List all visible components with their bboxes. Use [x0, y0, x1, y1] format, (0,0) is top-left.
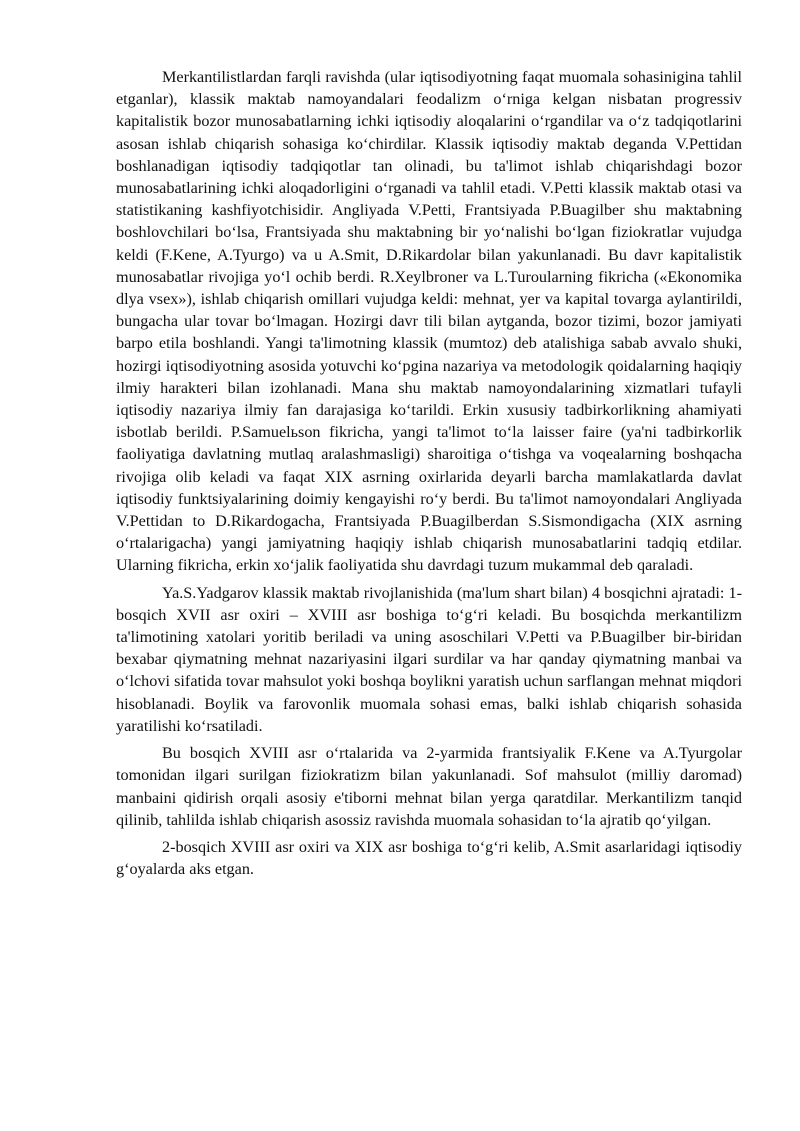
paragraph-3: Bu bosqich XVIII asr o‘rtalarida va 2-yarmida frantsiyalik F.Kene va A.Tyurgolar tomonidan ilgari surilgan fiziokratizm bilan yakunlanadi. Sof mahsulot (milliy daromad) manbaini qidirish orqali asosiy e'tiborni mehnat bilan yerga qaratdilar. Merkantilizm tanqid qilinib, tahlilda ishlab chiqarish asossiz ravishda muomala sohasidan to‘la ajratib qo‘yilgan.: [116, 744, 742, 829]
paragraph-2: Ya.S.Yadgarov klassik maktab rivojlanishida (ma'lum shart bilan) 4 bosqichni ajratadi: 1-bosqich XVII asr oxiri – XVIII asr boshiga to‘g‘ri keladi. Bu bosqichda merkantilizm ta'limotining xatolari yoritib beriladi va uning asoschilari V.Petti va P.Buagilber bir-biridan bexabar qiymatning mehnat nazariyasini ilgari surdilar va har qanday qiymatning manbai va o‘lchovi sifatida tovar mahsulot yoki boshqa boylikni yaratish uchun sarflangan mehnat miqdori hisoblanadi. Boylik va farovonlik muomala sohasi emas, balki ishlab chiqarish sohasida yaratilishi ko‘rsatiladi.: [116, 583, 742, 735]
paragraph-1: Merkantilistlardan farqli ravishda (ular iqtisodiyotning faqat muomala sohasinigina tahlil etganlar), klassik maktab namoyandalari feodalizm o‘rniga kelgan nisbatan progressiv kapitalistik bozor munosabatlarning ichki iqtisodiy aloqalarini o‘rgandilar va o‘z tadqiqotlarini asosan ishlab chiqarish sohasiga ko‘chirdilar. Klassik iqtisodiy maktab deganda V.Pettidan boshlanadigan iqtisodiy tadqiqotlar tan olinadi, bu ta'limot ishlab chiqarishdagi bozor munosabatlarining ichki aloqadorligini o‘rganadi va tahlil etadi. V.Petti klassik maktab otasi va statistikaning kashfiyotchisidir. Angliyada V.Petti, Frantsiyada P.Buagilber shu maktabning boshlovchilari bo‘lsa, Frantsiyada shu maktabning bir yo‘nalishi bo‘lgan fiziokratlar vujudga keldi (F.Kene, A.Tyurgo) va u A.Smit, D.Rikardolar bilan yakunlanadi. Bu davr kapitalistik munosabatlar rivojiga yo‘l ochib berdi. R.Xeylbroner va L.Turoularning fikricha («Ekonomika dlya vsex»), ishlab chiqarish omillari vujudga keldi: mehnat, yer va kapital tovarga aylantirildi, bungacha ular tovar bo‘lmagan. Hozirgi davr tili bilan aytganda, bozor tizimi, bozor jamiyati barpo etila boshlandi. Yangi ta'limotning klassik (mumtoz) deb atalishiga sabab avvalo shuki, hozirgi iqtisodiyotning asosida yotuvchi ko‘pgina nazariya va metodologik qoidalarning haqiqiy ilmiy harakteri bilan izohlanadi. Mana shu maktab namoyondalarining xizmatlari tufayli iqtisodiy nazariya ilmiy fan darajasiga ko‘tarildi. Erkin xususiy tadbirkorlikning ahamiyati isbotlab berildi. P.Samuelьson fikricha, yangi ta'limot to‘la laisser faire (ya'ni tadbirkorlik faoliyatiga davlatning mutlaq aralashmasligi) sharoitiga o‘tishga va voqealarning boshqacha rivojiga olib keladi va faqat XIX asrning oxirlarida deyarli barcha mamlakatlarda davlat iqtisodiy funktsiyalarining doimiy kengayishi ro‘y berdi. Bu ta'limot namoyondalari Angliyada V.Pettidan to D.Rikardogacha, Frantsiyada P.Buagilberdan S.Sismondigacha (XIX asrning o‘rtalarigacha) yangi jamiyatning haqiqiy ishlab chiqarish munosabatlarini tadqiq etdilar. Ularning fikricha, erkin xo‘jalik faoliyatida shu davrdagi tuzum mukammal deb qaraladi.: [116, 68, 742, 575]
document-page: [116, 66, 742, 885]
paragraph-4: 2-bosqich XVIII asr oxiri va XIX asr boshiga to‘g‘ri kelib, A.Smit asarlaridagi iqtisodiy g‘oyalarda aks etgan.: [116, 837, 742, 879]
